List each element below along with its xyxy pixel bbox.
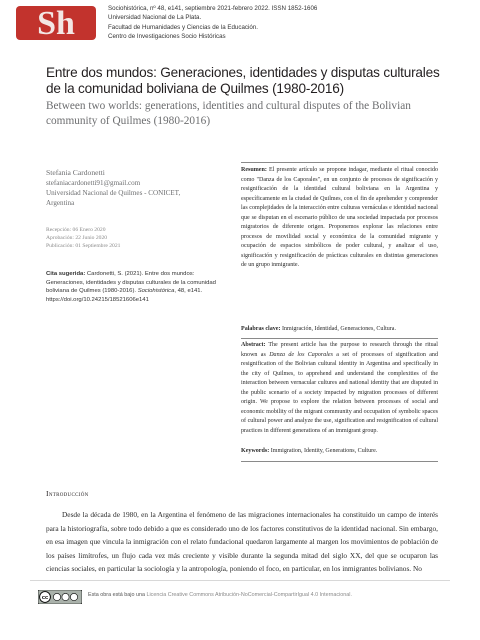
author-email[interactable]: stefaniacardonetti91@gmail.com [46, 179, 141, 187]
author-name: Stefania Cardonetti [46, 168, 105, 177]
cc-icon: cc [41, 595, 49, 602]
abstract-text: The present article has the purpose to research through the ritual known as [241, 342, 438, 358]
header-line-center: Centro de Investigaciones Socio Históricas [108, 32, 226, 40]
abstract-italic: Danza de los Caporales [269, 351, 333, 358]
keywords-text: Immigration, Identity, Generations, Culture. [269, 448, 378, 454]
resumen-text: El presente artículo se propone indagar, mediante el ritual conocido como "Danza de los Caporales", en un conjunto de procesos de significación y resignificación de la identidad cultural boliviana en la Argentina y específicamente en la ciudad de Quilmes, con el fin de aprehender y comprender las complejidades de la interacción entre culturas vernáculas e identidad nacional que se disputan en el escenario público de una sociedad impactada por procesos migratorios de diferente origen. Proponemos explorar las relaciones entre procesos de movilidad social y económica de la comunidad migrante y ocupación de espacios simbólicos de poder cultural, y analizar el uso, significación y resignificación de prácticas culturales en distintas generaciones de un grupo inmigrante. [241, 167, 438, 268]
palabras-clave-block [241, 325, 438, 335]
header-line-faculty: Facultad de Humanidades y Ciencias de la Educación. [108, 23, 258, 31]
keywords-label: Keywords: [241, 448, 270, 454]
logo-text: Sh [37, 5, 75, 42]
section-heading-introduction: Introducción [46, 489, 89, 498]
article-title-english: Between two worlds: generations, identities and cultural disputes of the Bolivian community of Quilmes (1980-2016) [46, 100, 411, 127]
nc-icon [62, 593, 69, 600]
resumen-label: Resumen: [241, 167, 267, 173]
citation-text: Cardonetti, S. (2021). Entre dos mundos: Generaciones, identidades y disputas culturales de la comunidad boliviana de Quilmes (1980-2016). [46, 271, 216, 295]
author-info [46, 168, 216, 208]
divider-bottom [241, 461, 438, 462]
introduction-text: Desde la década de 1980, en la Argentina el fenómeno de las migraciones internacionales ha constituido un campo de interés para la historiografía, sobre todo debido a que es considerado uno de los factores constitutivos de la identidad nacional. Sin embargo, en esa imagen que vincula la inmigración con el relato fundacional quedaron largamente al margen los movimientos de población de los países limítrofes, un flujo cada vez más creciente y visible durante la segunda mitad del siglo XX, del que se ocuparon las ciencias sociales, en particular la sociología y la antropología, poniendo el foco, en particular, en los inmigrantes bolivianos. No [46, 510, 438, 573]
divider-top [241, 162, 438, 163]
by-icon [53, 593, 60, 600]
abstract-text-cont: a set of processes of signification and resignification of the Bolivian cultural identity in Argentina and specifically in the city of Quilmes, to apprehend and understand the complexities of the interaction between vernacular cultures and national identity that are disputed in the public scenario of a society impacted by migration processes of different origin. We propose to explore the relation between processes of social and economic mobility of the migrant community and occupation of symbolic spaces of cultural power and analyze the use, signification and resignification of cultural practices in different generations of an immigrant group. [241, 351, 438, 434]
creative-commons-badge[interactable] [38, 590, 82, 604]
citation-label: Cita sugerida: [46, 271, 86, 277]
abstract-block [241, 341, 438, 436]
introduction-paragraph [46, 508, 438, 576]
palabras-text: Inmigración, Identidad, Generaciones, Cultura. [280, 326, 396, 332]
license-link[interactable]: Licencia Creative Commons Atribución-NoComercial-CompartirIgual 4.0 Internacional. [146, 592, 352, 598]
resumen-block [241, 166, 438, 271]
divider-middle [241, 338, 438, 339]
citation-journal: Sociohistórica [137, 288, 175, 295]
author-affiliation: Universidad Nacional de Quilmes - CONICET, [46, 189, 181, 197]
date-published: Publicación: 01 Septiembre 2021 [46, 243, 121, 249]
date-received: Recepción: 06 Enero 2020 [46, 227, 106, 233]
license-notice [88, 592, 352, 598]
article-dates [46, 226, 216, 250]
citation-doi[interactable]: , 48, e141. https://doi.org/10.24215/18521606e141 [46, 288, 203, 303]
abstract-label: Abstract: [241, 342, 266, 348]
footer-divider [30, 580, 450, 581]
keywords-block [241, 447, 438, 457]
author-country: Argentina [46, 199, 75, 207]
article-title-spanish: Entre dos mundos: Generaciones, identidades y disputas culturales de la comunidad boliviana de Quilmes (1980-2016) [46, 65, 440, 96]
palabras-label: Palabras clave: [241, 326, 281, 332]
sa-icon [70, 593, 77, 600]
date-approved: Aprobación: 22 Junio 2020 [46, 235, 108, 241]
journal-logo [14, 3, 98, 43]
header-line-university: Universidad Nacional de La Plata. [108, 14, 202, 22]
journal-header [108, 4, 317, 41]
header-line-journal: Sociohistórica, nº 48, e141, septiembre 2021-febrero 2022. ISSN 1852-1606 [108, 5, 318, 12]
suggested-citation [46, 270, 216, 304]
license-prefix: Esta obra está bajo una [88, 592, 147, 598]
